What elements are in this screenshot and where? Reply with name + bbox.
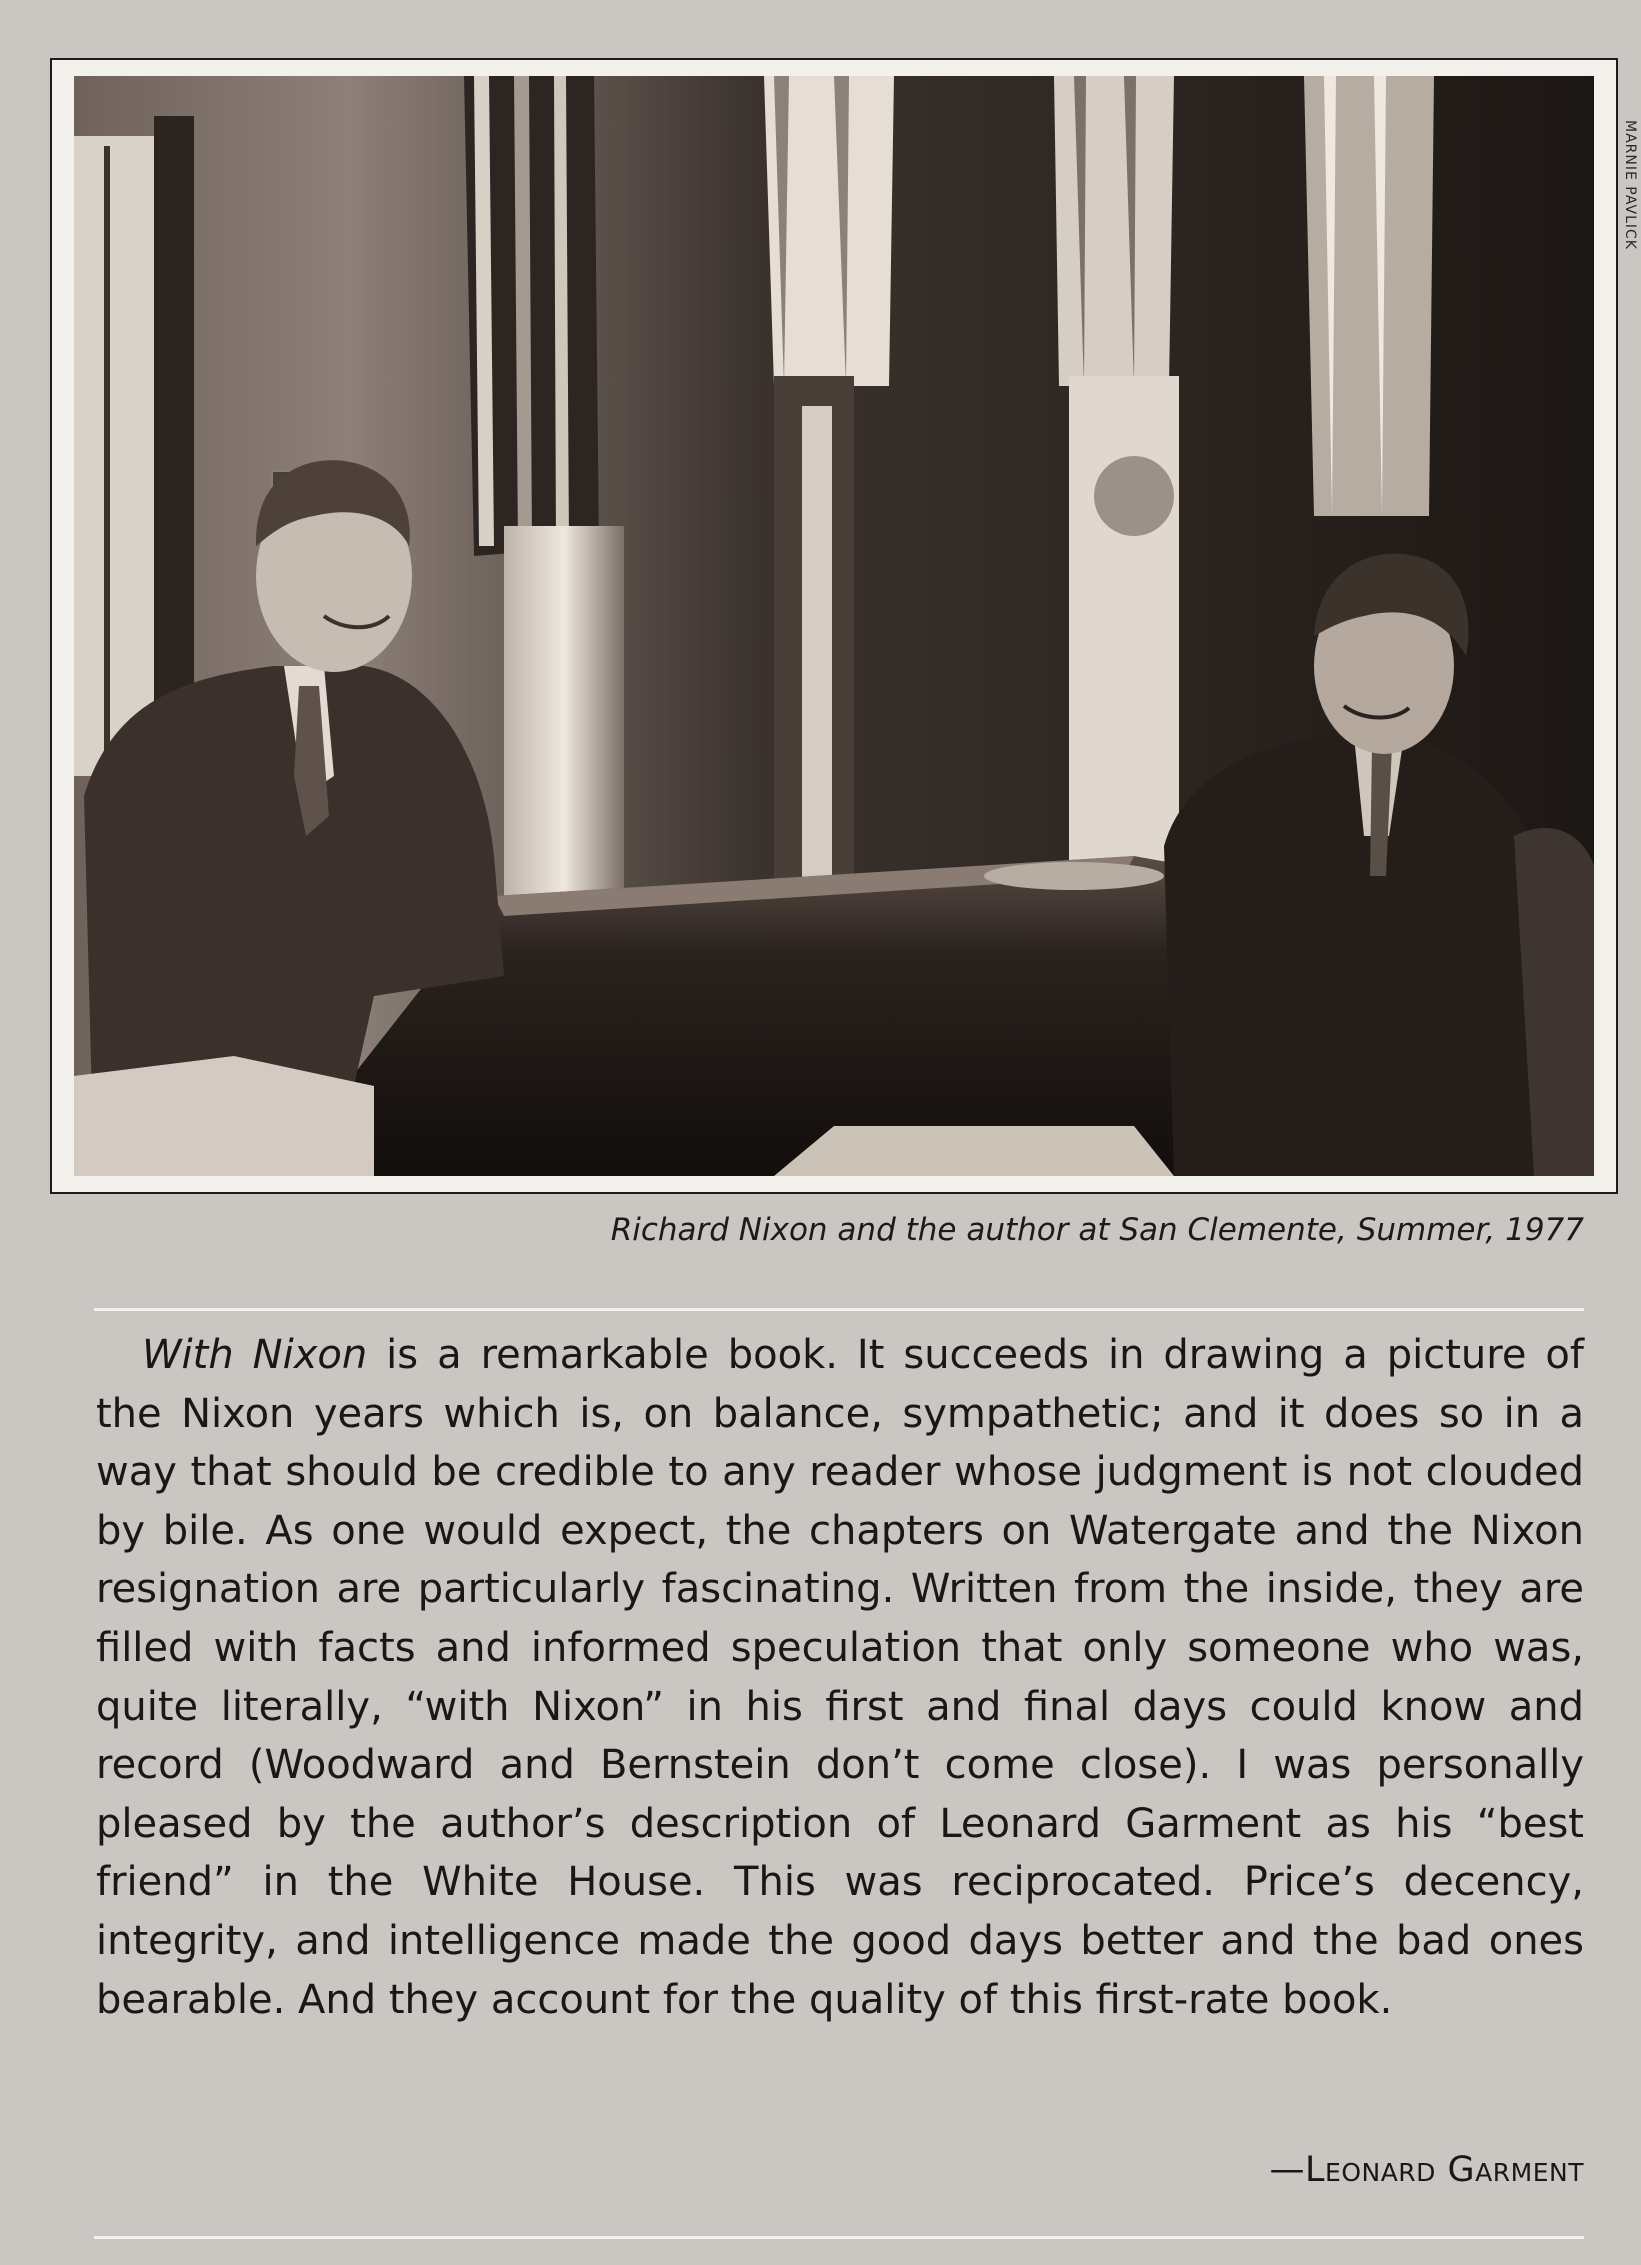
book-title: With Nixon	[142, 1332, 368, 1378]
photo-caption: Richard Nixon and the author at San Clemente, Summer, 1977	[610, 1212, 1584, 1248]
review-signature: —Leonard Garment	[1269, 2150, 1584, 2190]
photo-frame	[50, 58, 1618, 1194]
photo-credit: MARNIE PAVLICK	[1622, 120, 1638, 250]
review-body: is a remarkable book. It succeeds in drawing a picture of the Nixon years which is, on balance, sympathetic; and it does so in a way that should be credible to any reader whose judgment is not clouded by bile. As one would expect, the chapters on Watergate and the Nixon resignation are particularly fascinating. Written from the inside, they are filled with facts and informed speculation that only someone who was, quite literally, “with Nixon” in his first and final days could know and record (Woodward and Bernstein don’t come close). I was personally pleased by the author’s description of Leonard Garment as his “best friend” in the White House. This was reciprocated. Price’s decency, integrity, and intelligence made the good days better and the bad ones bearable. And they account for the quality of this first-rate book.	[96, 1332, 1584, 2023]
divider-bottom	[94, 2236, 1584, 2239]
divider-top	[94, 1308, 1584, 1311]
photo-illustration	[74, 76, 1594, 1176]
photograph-nixon-and-author	[74, 76, 1594, 1176]
review-text	[96, 1326, 1584, 2029]
